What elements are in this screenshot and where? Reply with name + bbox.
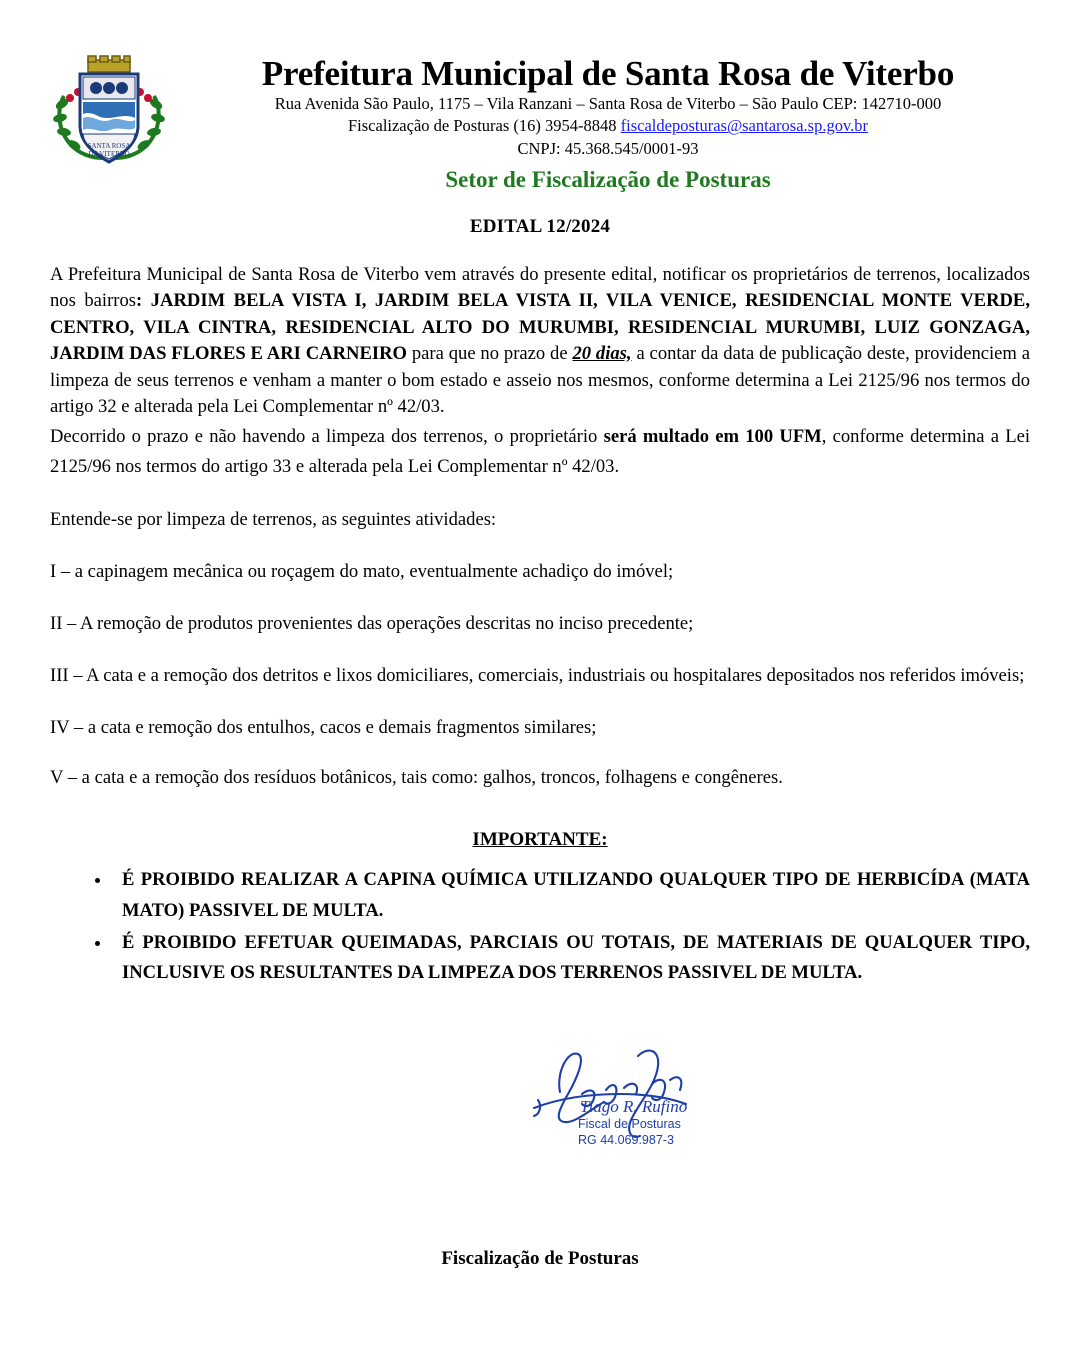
email-link[interactable]: fiscaldeposturas@santarosa.sp.gov.br <box>620 116 868 136</box>
coat-of-arms-icon <box>44 34 174 174</box>
handwritten-signature <box>520 1032 710 1162</box>
neighborhood-list: : JARDIM BELA VISTA I, JARDIM BELA VISTA II, VILA VENICE, RESIDENCIAL MONTE VERDE, CENTRO, VILA CINTRA, RESIDENCIAL ALTO DO MURUMBI, RESIDENCIAL MURUMBI, LUIZ GONZAGA, JARDIM DAS FLORES E ARI CARNEIRO <box>50 290 1030 365</box>
svg-text:SANTA ROSA: SANTA ROSA <box>87 142 131 150</box>
cnpj-line: CNPJ: 45.368.545/0001-93 <box>517 138 699 158</box>
list-item-iii: III – A cata e a remoção dos detritos e lixos domiciliares, comerciais, industriais ou hospitalares depositados nos referidos imóveis; <box>50 664 1025 686</box>
list-item-ii: II – A remoção de produtos provenientes das operações descritas no inciso precedente; <box>50 612 694 634</box>
paragraph-2-part-2: , conforme determina a Lei 2125/96 nos termos do artigo 33 e alterada pela Lei Complementar nº 42/03. <box>50 426 1030 478</box>
svg-text:DE VITERBO: DE VITERBO <box>88 150 130 158</box>
contact-phone-text: Fiscalização de Posturas (16) 3954-8848 <box>347 116 621 136</box>
signature-role: Fiscal de Posturas <box>578 1116 681 1131</box>
list-item-v: V – a cata e a remoção dos resíduos botânicos, tais como: galhos, troncos, folhagens e congêneres. <box>50 767 783 789</box>
signature-rg: RG 44.069.987-3 <box>578 1132 674 1147</box>
document-header <box>44 34 1036 193</box>
edital-number: EDITAL 12/2024 <box>469 215 611 237</box>
paragraph-2-part-1: Decorrido o prazo e não havendo a limpeza dos terrenos, o proprietário <box>50 426 604 448</box>
paragraph-1-part-3: a contar da data de publicação deste, providenciem a limpeza de seus terrenos e venham a manter o bom estado e asseio nos mesmos, conforme determina a Lei 2125/96 nos termos do artigo 32 e alterada pela Lei Complementar nº 42/03. <box>50 343 1031 417</box>
important-bullet-list <box>50 865 1030 987</box>
contact-line <box>180 115 1036 137</box>
list-item-i: I – a capinagem mecânica ou roçagem do mato, eventualmente achadiço do imóvel; <box>50 560 674 582</box>
signature-area <box>50 1022 1030 1232</box>
list-item-iv: IV – a cata e remoção dos entulhos, cacos e demais fragmentos similares; <box>50 716 597 738</box>
deadline-text: 20 dias, <box>572 343 632 365</box>
paragraph-1-part-2: para que no prazo de <box>407 343 573 365</box>
signature-name: Tiago R. Rufino <box>580 1096 688 1116</box>
paragraph-notification <box>50 262 1030 420</box>
fine-amount: será multado em 100 UFM <box>603 426 822 448</box>
paragraph-penalty <box>50 422 1030 482</box>
important-title: IMPORTANTE: <box>472 829 608 851</box>
paragraph-definition: Entende-se por limpeza de terrenos, as seguintes atividades: <box>50 508 497 530</box>
footer-department: Fiscalização de Posturas <box>441 1247 639 1269</box>
header-text-block <box>180 34 1036 193</box>
bullet-burning: • É PROIBIDO EFETUAR QUEIMADAS, PARCIAIS OU TOTAIS, DE MATERIAIS DE QUALQUER TIPO, INCLUSIVE OS RESULTANTES DA LIMPEZA DOS TERRENOS PASSIVEL DE MULTA. <box>112 928 1030 988</box>
bullet-chemical-weeding: • É PROIBIDO REALIZAR A CAPINA QUÍMICA UTILIZANDO QUALQUER TIPO DE HERBICÍDA (MATA MATO) PASSIVEL DE MULTA. <box>112 865 1030 925</box>
sector-title: Setor de Fiscalização de Posturas <box>445 166 771 192</box>
document-body <box>44 262 1036 1270</box>
address-line: Rua Avenida São Paulo, 1175 – Vila Ranzani – Santa Rosa de Viterbo – São Paulo CEP: 142710-000 <box>274 94 942 114</box>
organization-title: Prefeitura Municipal de Santa Rosa de Viterbo <box>261 54 955 93</box>
paragraph-1-part-1: A Prefeitura Municipal de Santa Rosa de Viterbo vem através do presente edital, notificar os proprietários de terrenos, localizados nos bairros <box>50 263 1030 312</box>
